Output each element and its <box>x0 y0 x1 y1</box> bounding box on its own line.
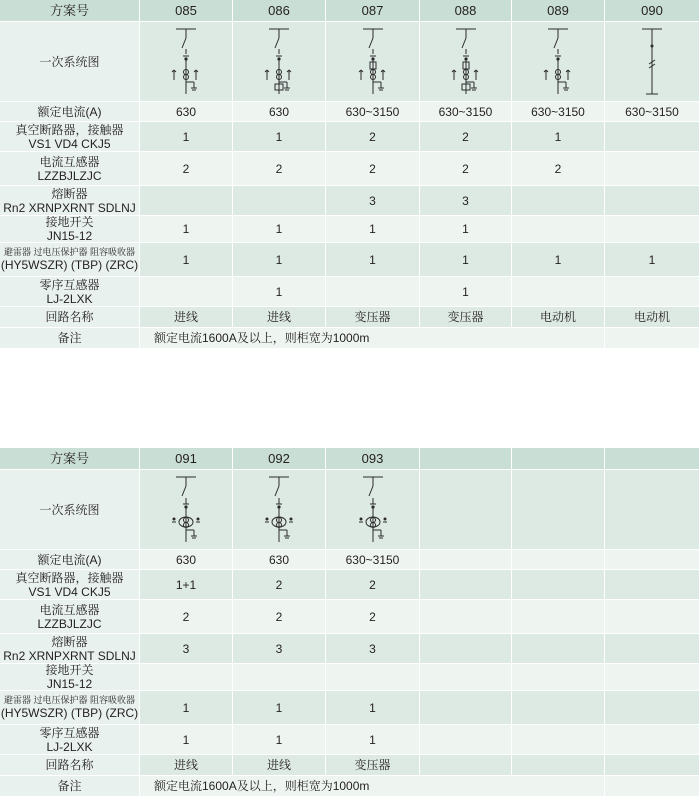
earth-cell: 1 <box>326 216 419 242</box>
breaker-cell <box>512 570 604 599</box>
ct-cell: 2 <box>140 152 232 185</box>
current-cell <box>420 550 511 569</box>
fuse-cell: 3 <box>326 634 419 663</box>
current-cell <box>512 550 604 569</box>
circuit-cell <box>605 755 699 775</box>
label-diagram <box>0 470 139 549</box>
arrester-cell: 1 <box>512 243 604 276</box>
arrester-cell: 1 <box>605 243 699 276</box>
label-text: 零序互感器 <box>39 277 100 292</box>
scheme-cell: 090 <box>605 0 699 21</box>
arrester-cell <box>605 691 699 724</box>
row-current <box>0 102 700 122</box>
current-cell: 630 <box>233 550 325 569</box>
label-circuit <box>0 755 139 775</box>
zct-cell <box>605 277 699 306</box>
ct-cell <box>605 152 699 185</box>
diagram-cell <box>512 470 604 549</box>
zct-cell: 1 <box>140 725 232 754</box>
fuse-cell <box>140 186 232 215</box>
earth-cell: 1 <box>140 216 232 242</box>
scheme-cell: 089 <box>512 0 604 21</box>
label-text: 额定电流(A) <box>37 104 102 119</box>
row-circuit <box>0 755 700 776</box>
ct-cell: 2 <box>326 152 419 185</box>
scheme-table-2 <box>0 448 700 797</box>
label-breaker <box>0 570 139 599</box>
scheme-cell <box>605 448 699 469</box>
label-remark <box>0 776 139 796</box>
label-text: 熔断器 <box>51 186 88 201</box>
diagram-icon <box>446 24 486 100</box>
circuit-cell <box>512 755 604 775</box>
arrester-cell: 1 <box>140 243 232 276</box>
zct-cell: 1 <box>420 277 511 306</box>
row-circuit <box>0 307 700 328</box>
scheme-cell: 088 <box>420 0 511 21</box>
ct-cell: 2 <box>140 600 232 633</box>
fuse-cell: 3 <box>233 634 325 663</box>
zct-cell <box>420 725 511 754</box>
arrester-cell: 1 <box>233 243 325 276</box>
arrester-cell: 1 <box>326 691 419 724</box>
ct-cell <box>420 600 511 633</box>
scheme-table-1 <box>0 0 700 349</box>
diagram-icon <box>632 24 672 100</box>
single-line-diagram <box>326 470 419 549</box>
label-text: 真空断路器，接触器 <box>15 122 124 137</box>
row-zct <box>0 277 700 307</box>
earth-cell <box>140 664 232 690</box>
ct-cell: 2 <box>233 600 325 633</box>
zct-cell: 1 <box>326 725 419 754</box>
label-text: (HY5WSZR) (TBP) (ZRC) <box>0 258 139 272</box>
arrester-cell <box>512 691 604 724</box>
single-line-diagram <box>233 470 325 549</box>
remark-text: 额定电流1600A及以上，则柜宽为1000m <box>140 328 604 348</box>
circuit-cell: 变压器 <box>420 307 511 327</box>
earth-cell <box>233 664 325 690</box>
label-text: 备注 <box>57 779 82 793</box>
scheme-cell: 092 <box>233 448 325 469</box>
diagram-icon <box>166 24 206 100</box>
current-cell <box>605 550 699 569</box>
label-current <box>0 550 139 569</box>
label-current <box>0 102 139 121</box>
ct-cell: 2 <box>512 152 604 185</box>
label-text: 熔断器 <box>51 634 88 649</box>
empty-cell <box>605 776 699 796</box>
label-scheme <box>0 448 139 469</box>
ct-cell <box>605 600 699 633</box>
fuse-cell <box>605 186 699 215</box>
circuit-cell: 电动机 <box>605 307 699 327</box>
label-circuit <box>0 307 139 327</box>
scheme-cell: 087 <box>326 0 419 21</box>
circuit-cell: 进线 <box>140 755 232 775</box>
label-text: Rn2 XRNPXRNT SDLNJ <box>3 200 136 215</box>
label-text: 接地开关 <box>45 216 94 229</box>
diagram-icon <box>259 24 299 100</box>
single-line-diagram <box>140 470 232 549</box>
diagram-icon <box>259 472 299 548</box>
row-zct <box>0 725 700 755</box>
empty-cell <box>605 328 699 348</box>
current-cell: 630~3150 <box>326 102 419 121</box>
label-text: 电流互感器 <box>39 154 100 169</box>
label-ct <box>0 152 139 185</box>
zct-cell <box>512 277 604 306</box>
current-cell: 630 <box>140 102 232 121</box>
single-line-diagram <box>512 22 604 101</box>
circuit-cell: 进线 <box>233 307 325 327</box>
label-text: 额定电流(A) <box>37 552 102 567</box>
label-scheme <box>0 0 139 21</box>
label-text: 真空断路器，接触器 <box>15 570 124 585</box>
scheme-cell <box>512 448 604 469</box>
earth-cell <box>420 664 511 690</box>
label-text: VS1 VD4 CKJ5 <box>28 584 111 599</box>
scheme-cell <box>420 448 511 469</box>
breaker-cell: 1 <box>512 122 604 151</box>
label-text: VS1 VD4 CKJ5 <box>28 136 111 151</box>
label-text: 回路名称 <box>45 758 94 772</box>
fuse-cell <box>233 186 325 215</box>
earth-cell <box>326 664 419 690</box>
row-earth <box>0 664 700 691</box>
label-text: LZZBJLZJC <box>37 616 102 631</box>
label-arrester <box>0 691 139 724</box>
label-diagram <box>0 22 139 101</box>
single-line-diagram <box>605 22 699 101</box>
label-text: 接地开关 <box>45 664 94 677</box>
label-text: 方案号 <box>49 450 89 466</box>
row-earth <box>0 216 700 243</box>
diagram-icon <box>166 472 206 548</box>
breaker-cell: 2 <box>420 122 511 151</box>
fuse-cell: 3 <box>140 634 232 663</box>
breaker-cell: 2 <box>326 570 419 599</box>
scheme-cell: 085 <box>140 0 232 21</box>
diagram-icon <box>353 472 393 548</box>
label-text: 零序互感器 <box>39 725 100 740</box>
circuit-cell: 进线 <box>233 755 325 775</box>
fuse-cell: 3 <box>420 186 511 215</box>
breaker-cell <box>420 570 511 599</box>
arrester-cell: 1 <box>420 243 511 276</box>
ct-cell: 2 <box>420 152 511 185</box>
zct-cell <box>605 725 699 754</box>
remark-text: 额定电流1600A及以上，则柜宽为1000m <box>140 776 604 796</box>
label-arrester <box>0 243 139 276</box>
ct-cell <box>512 600 604 633</box>
current-cell: 630 <box>140 550 232 569</box>
label-text: LZZBJLZJC <box>37 168 102 183</box>
label-text: (HY5WSZR) (TBP) (ZRC) <box>0 706 139 720</box>
breaker-cell: 1 <box>140 122 232 151</box>
fuse-cell: 3 <box>326 186 419 215</box>
label-earth <box>0 664 139 690</box>
breaker-cell: 1 <box>233 122 325 151</box>
row-fuse <box>0 634 700 664</box>
circuit-cell <box>420 755 511 775</box>
current-cell: 630~3150 <box>420 102 511 121</box>
arrester-cell: 1 <box>233 691 325 724</box>
diagram-cell <box>605 470 699 549</box>
circuit-cell: 变压器 <box>326 755 419 775</box>
ct-cell: 2 <box>233 152 325 185</box>
fuse-cell <box>605 634 699 663</box>
zct-cell <box>140 277 232 306</box>
label-text: 方案号 <box>49 2 89 18</box>
single-line-diagram <box>140 22 232 101</box>
breaker-cell: 2 <box>233 570 325 599</box>
label-text: 避雷器 过电压保护器 阻容吸收器 <box>3 247 135 257</box>
zct-cell <box>512 725 604 754</box>
arrester-cell: 1 <box>326 243 419 276</box>
row-remark <box>0 328 700 349</box>
single-line-diagram <box>233 22 325 101</box>
row-ct <box>0 600 700 634</box>
label-zct <box>0 725 139 754</box>
scheme-cell: 086 <box>233 0 325 21</box>
scheme-cell: 091 <box>140 448 232 469</box>
breaker-cell <box>605 570 699 599</box>
earth-cell: 1 <box>233 216 325 242</box>
row-breaker <box>0 122 700 152</box>
fuse-cell <box>512 634 604 663</box>
row-arrester <box>0 691 700 725</box>
label-text: 避雷器 过电压保护器 阻容吸收器 <box>3 695 135 705</box>
row-remark <box>0 776 700 797</box>
diagram-cell <box>420 470 511 549</box>
breaker-cell: 2 <box>326 122 419 151</box>
label-text: 回路名称 <box>45 310 94 324</box>
circuit-cell: 电动机 <box>512 307 604 327</box>
label-text: 一次系统图 <box>39 54 100 69</box>
fuse-cell <box>420 634 511 663</box>
current-cell: 630 <box>233 102 325 121</box>
row-arrester <box>0 243 700 277</box>
row-diagram <box>0 470 700 550</box>
arrester-cell: 1 <box>140 691 232 724</box>
fuse-cell <box>512 186 604 215</box>
label-text: 电流互感器 <box>39 602 100 617</box>
zct-cell <box>326 277 419 306</box>
label-text: Rn2 XRNPXRNT SDLNJ <box>3 648 136 663</box>
row-ct <box>0 152 700 186</box>
breaker-cell: 1+1 <box>140 570 232 599</box>
scheme-cell: 093 <box>326 448 419 469</box>
circuit-cell: 进线 <box>140 307 232 327</box>
earth-cell: 1 <box>420 216 511 242</box>
single-line-diagram <box>420 22 511 101</box>
current-cell: 630~3150 <box>605 102 699 121</box>
zct-cell: 1 <box>233 277 325 306</box>
earth-cell <box>512 216 604 242</box>
label-text: LJ-2LXK <box>46 739 93 754</box>
label-earth <box>0 216 139 242</box>
ct-cell: 2 <box>326 600 419 633</box>
earth-cell <box>605 216 699 242</box>
label-text: JN15-12 <box>46 677 93 690</box>
circuit-cell: 变压器 <box>326 307 419 327</box>
label-text: 一次系统图 <box>39 502 100 517</box>
single-line-diagram <box>326 22 419 101</box>
label-zct <box>0 277 139 306</box>
current-cell: 630~3150 <box>512 102 604 121</box>
row-scheme <box>0 0 700 22</box>
earth-cell <box>512 664 604 690</box>
label-ct <box>0 600 139 633</box>
label-text: 备注 <box>57 331 82 345</box>
arrester-cell <box>420 691 511 724</box>
label-fuse <box>0 186 139 215</box>
breaker-cell <box>605 122 699 151</box>
label-fuse <box>0 634 139 663</box>
label-remark <box>0 328 139 348</box>
row-breaker <box>0 570 700 600</box>
label-text: JN15-12 <box>46 229 93 242</box>
label-text: LJ-2LXK <box>46 291 93 306</box>
earth-cell <box>605 664 699 690</box>
label-breaker <box>0 122 139 151</box>
diagram-icon <box>353 24 393 100</box>
row-diagram <box>0 22 700 102</box>
current-cell: 630~3150 <box>326 550 419 569</box>
row-current <box>0 550 700 570</box>
row-scheme <box>0 448 700 470</box>
row-fuse <box>0 186 700 216</box>
zct-cell: 1 <box>233 725 325 754</box>
diagram-icon <box>538 24 578 100</box>
